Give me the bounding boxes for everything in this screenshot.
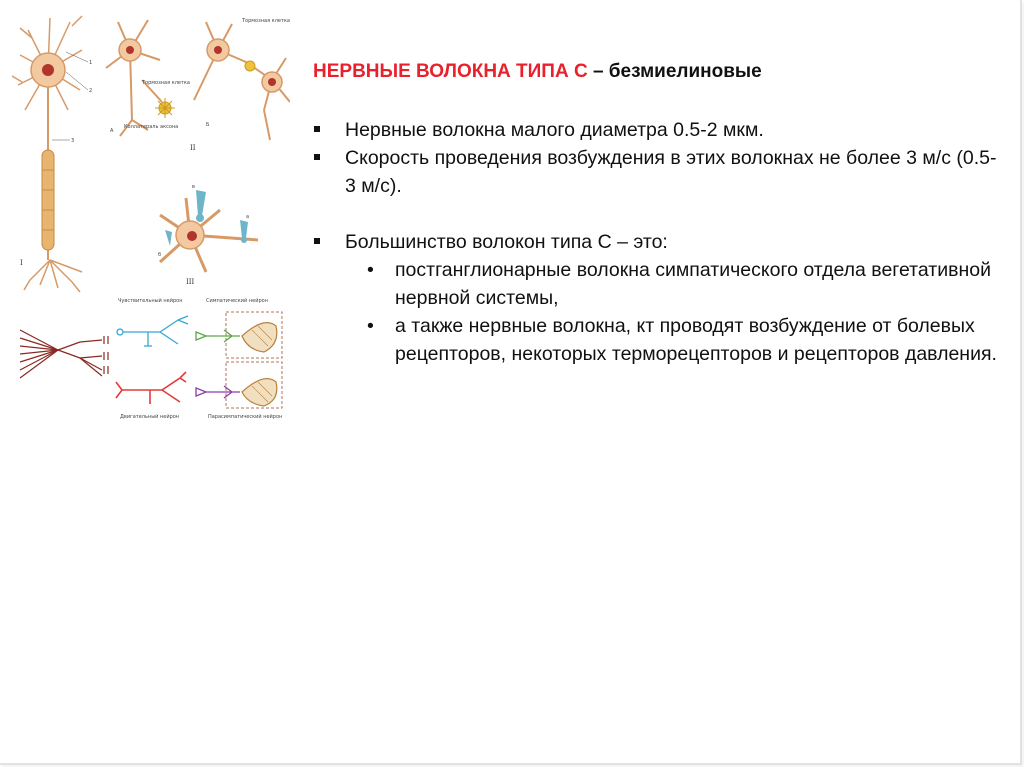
square-bullet-icon: [314, 238, 320, 244]
label-collateral: Коллатераль аксона: [124, 124, 179, 130]
slide-title: [313, 58, 1003, 86]
spacer: [313, 200, 1003, 228]
marker-b: б: [158, 252, 162, 258]
sub-bullet-text: постганглионарные волокна симпатического отдела вегетативной нервной системы,: [395, 259, 991, 309]
bullet-item: [313, 228, 1003, 368]
bullet-list: [313, 116, 1003, 368]
marker-a: а: [246, 214, 250, 220]
neuron-diagram-i: [12, 16, 92, 292]
round-bullet-icon: •: [367, 259, 374, 281]
round-bullet-icon: •: [367, 315, 374, 337]
label-sensory: Чувствительный нейрон: [118, 298, 183, 304]
label-parasympathetic: Парасимпатический нейрон: [208, 414, 283, 420]
marker-1: 1: [89, 60, 93, 66]
title-rest: – безмиелиновые: [587, 61, 762, 82]
bullet-item: [313, 116, 1003, 144]
label-sympathetic: Симпатический нейрон: [206, 298, 268, 304]
bullet-item: [313, 144, 1003, 200]
sensory-motor-schematic: [116, 297, 188, 420]
reflex-arc-schematic: [20, 330, 108, 378]
label-inhib-cell-2: Тормозная клетка: [242, 18, 290, 24]
neuron-diagram-iii: [158, 184, 258, 286]
content-text: [313, 58, 1003, 368]
sub-bullet-list: [345, 256, 1003, 368]
sub-bullet-item: [345, 256, 1003, 312]
sub-bullet-text: а также нервные волокна, кт проводят возбуждение от болевых рецепторов, некоторых терморецепторов и рецепторов давления.: [395, 315, 997, 365]
autonomic-schematic: [196, 297, 282, 420]
neuron-diagram-ii: [106, 18, 290, 152]
square-bullet-icon: [314, 154, 320, 160]
roman-ii: II: [190, 144, 196, 152]
marker-b-cap: Б: [206, 122, 210, 128]
roman-iii: III: [186, 278, 195, 286]
roman-i: I: [20, 259, 23, 267]
bullet-text: Скорость проведения возбуждения в этих волокнах не более 3 м/с (0.5-3 м/с).: [345, 147, 997, 197]
label-inhib-cell-1: Тормозная клетка: [142, 80, 190, 86]
bullet-text: Большинство волокон типа С – это:: [345, 231, 668, 253]
marker-a-cap: А: [110, 128, 114, 134]
marker-v: в: [192, 184, 195, 190]
marker-2: 2: [89, 88, 93, 94]
neuron-types-illustration: [10, 10, 290, 430]
marker-3: 3: [71, 138, 75, 144]
square-bullet-icon: [314, 126, 320, 132]
title-highlight: НЕРВНЫЕ ВОЛОКНА ТИПА С: [313, 61, 588, 82]
bullet-text: Нервные волокна малого диаметра 0.5-2 мкм.: [345, 119, 764, 141]
sub-bullet-item: [345, 312, 1003, 368]
label-motor: Двигательный нейрон: [120, 414, 180, 420]
